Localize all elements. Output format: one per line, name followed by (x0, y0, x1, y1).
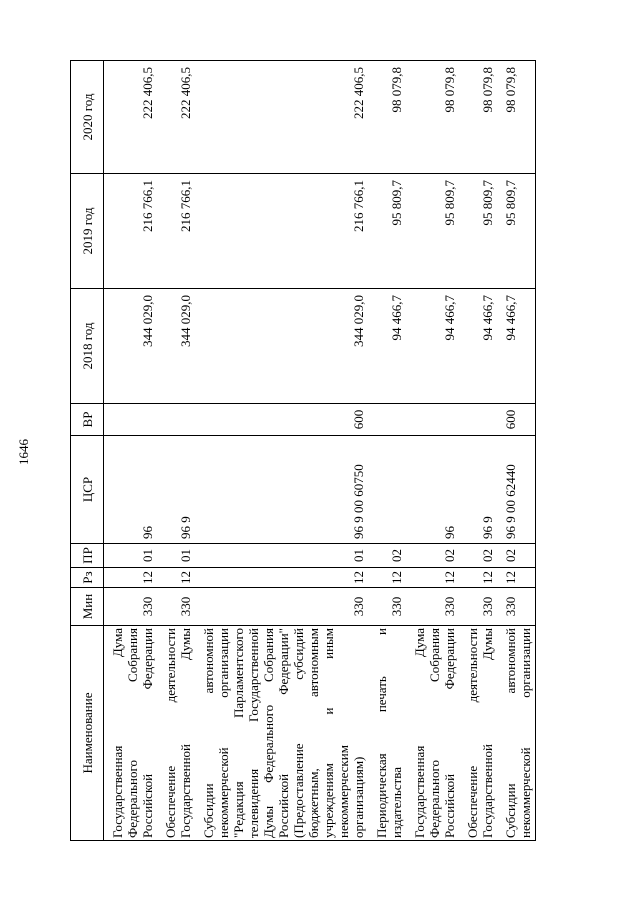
row-name (459, 626, 497, 841)
row-min: 330 (157, 588, 195, 626)
header-min: Мин (71, 588, 104, 626)
row-value-2019: 216 766,1 (195, 174, 368, 289)
row-name (157, 626, 195, 841)
row-value-2020: 98 079,8 (406, 61, 459, 174)
row-csr: 96 9 (459, 436, 497, 544)
header-csr: ЦСР (71, 436, 104, 544)
row-name-line: Российской Федерации (140, 628, 155, 838)
row-min: 330 (104, 588, 158, 626)
row-rz: 12 (497, 568, 536, 588)
row-name (497, 626, 536, 841)
row-rz: 12 (459, 568, 497, 588)
row-value-2018: 94 466,7 (368, 289, 406, 404)
row-name-line: Федерального Собрания (427, 628, 442, 838)
row-vr (368, 404, 406, 436)
header-2019: 2019 год (71, 174, 104, 289)
row-min: 330 (368, 588, 406, 626)
row-name (368, 626, 406, 841)
row-min: 330 (497, 588, 536, 626)
row-value-2020: 98 079,8 (459, 61, 497, 174)
row-min: 330 (459, 588, 497, 626)
row-rz: 12 (406, 568, 459, 588)
table-row (104, 61, 158, 841)
row-value-2020: 222 406,5 (195, 61, 368, 174)
row-csr: 96 9 00 62440 (497, 436, 536, 544)
row-name-line: телевидения Государственной (246, 628, 261, 838)
header-name: Наименование (71, 626, 104, 841)
row-name-line: некоммерческим (336, 745, 351, 838)
row-vr: 600 (497, 404, 536, 436)
row-vr (157, 404, 195, 436)
row-name-line: Государственная Дума (110, 628, 125, 838)
table-row (497, 61, 536, 841)
row-name-line: Периодическая печать и (374, 628, 389, 838)
row-value-2019: 216 766,1 (104, 174, 158, 289)
row-csr: 96 9 (157, 436, 195, 544)
row-rz: 12 (157, 568, 195, 588)
row-value-2018: 344 029,0 (157, 289, 195, 404)
row-value-2019: 95 809,7 (459, 174, 497, 289)
row-name-line: Федерального Собрания (125, 628, 140, 838)
row-pr: 02 (497, 544, 536, 568)
row-value-2018: 94 466,7 (406, 289, 459, 404)
row-name-line: Субсидии автономной (503, 628, 518, 838)
row-name (406, 626, 459, 841)
row-pr: 02 (459, 544, 497, 568)
row-csr: 96 (104, 436, 158, 544)
header-row (71, 61, 104, 841)
row-name-line: некоммерческой организации (518, 628, 533, 838)
row-name-line: организациям) (351, 756, 366, 838)
row-pr: 01 (157, 544, 195, 568)
row-value-2020: 98 079,8 (497, 61, 536, 174)
table-row (368, 61, 406, 841)
row-name-line: Государственной Думы (178, 628, 193, 838)
row-name-line: некоммерческой организации (216, 628, 231, 838)
row-name-line: бюджетным, автономным (306, 628, 321, 838)
row-name (104, 626, 158, 841)
row-csr (368, 436, 406, 544)
table-row (406, 61, 459, 841)
row-value-2020: 222 406,5 (157, 61, 195, 174)
row-vr (104, 404, 158, 436)
row-value-2019: 95 809,7 (368, 174, 406, 289)
row-name-line: издательства (389, 767, 404, 838)
header-2020: 2020 год (71, 61, 104, 174)
row-value-2019: 216 766,1 (157, 174, 195, 289)
row-name-line: учреждениям и иным (321, 628, 336, 838)
row-value-2018: 94 466,7 (497, 289, 536, 404)
table-row (195, 61, 368, 841)
row-min: 330 (406, 588, 459, 626)
table-row (459, 61, 497, 841)
row-vr (459, 404, 497, 436)
row-min: 330 (195, 588, 368, 626)
row-name-line: "Редакция Парламентского (231, 628, 246, 838)
row-rz: 12 (368, 568, 406, 588)
row-value-2020: 222 406,5 (104, 61, 158, 174)
row-pr: 01 (104, 544, 158, 568)
row-vr (406, 404, 459, 436)
header-2018: 2018 год (71, 289, 104, 404)
header-rz: Рз (71, 568, 104, 588)
page-number: 1646 (16, 439, 31, 465)
row-name-line: Думы Федерального Собрания (261, 628, 276, 838)
row-name (195, 626, 368, 841)
budget-table (70, 60, 536, 841)
row-name-line: Российской Федерации" (276, 628, 291, 838)
row-value-2020: 98 079,8 (368, 61, 406, 174)
rotated-table-container (70, 61, 610, 841)
row-rz: 12 (104, 568, 158, 588)
row-pr: 02 (368, 544, 406, 568)
row-name-line: Государственной Думы (480, 628, 495, 838)
row-name-line: Обеспечение деятельности (465, 628, 480, 838)
row-pr: 01 (195, 544, 368, 568)
row-vr: 600 (195, 404, 368, 436)
row-value-2018: 94 466,7 (459, 289, 497, 404)
table-row (157, 61, 195, 841)
row-value-2018: 344 029,0 (104, 289, 158, 404)
row-value-2019: 95 809,7 (406, 174, 459, 289)
row-name-line: Субсидии автономной (201, 628, 216, 838)
row-name-line: Обеспечение деятельности (163, 628, 178, 838)
row-name-line: (Предоставление субсидий (291, 628, 306, 838)
row-csr: 96 9 00 60750 (195, 436, 368, 544)
row-csr: 96 (406, 436, 459, 544)
header-vr: ВР (71, 404, 104, 436)
row-rz: 12 (195, 568, 368, 588)
row-pr: 02 (406, 544, 459, 568)
header-pr: ПР (71, 544, 104, 568)
row-name-line: Российской Федерации (442, 628, 457, 838)
row-name-line: Государственная Дума (412, 628, 427, 838)
row-value-2019: 95 809,7 (497, 174, 536, 289)
row-value-2018: 344 029,0 (195, 289, 368, 404)
